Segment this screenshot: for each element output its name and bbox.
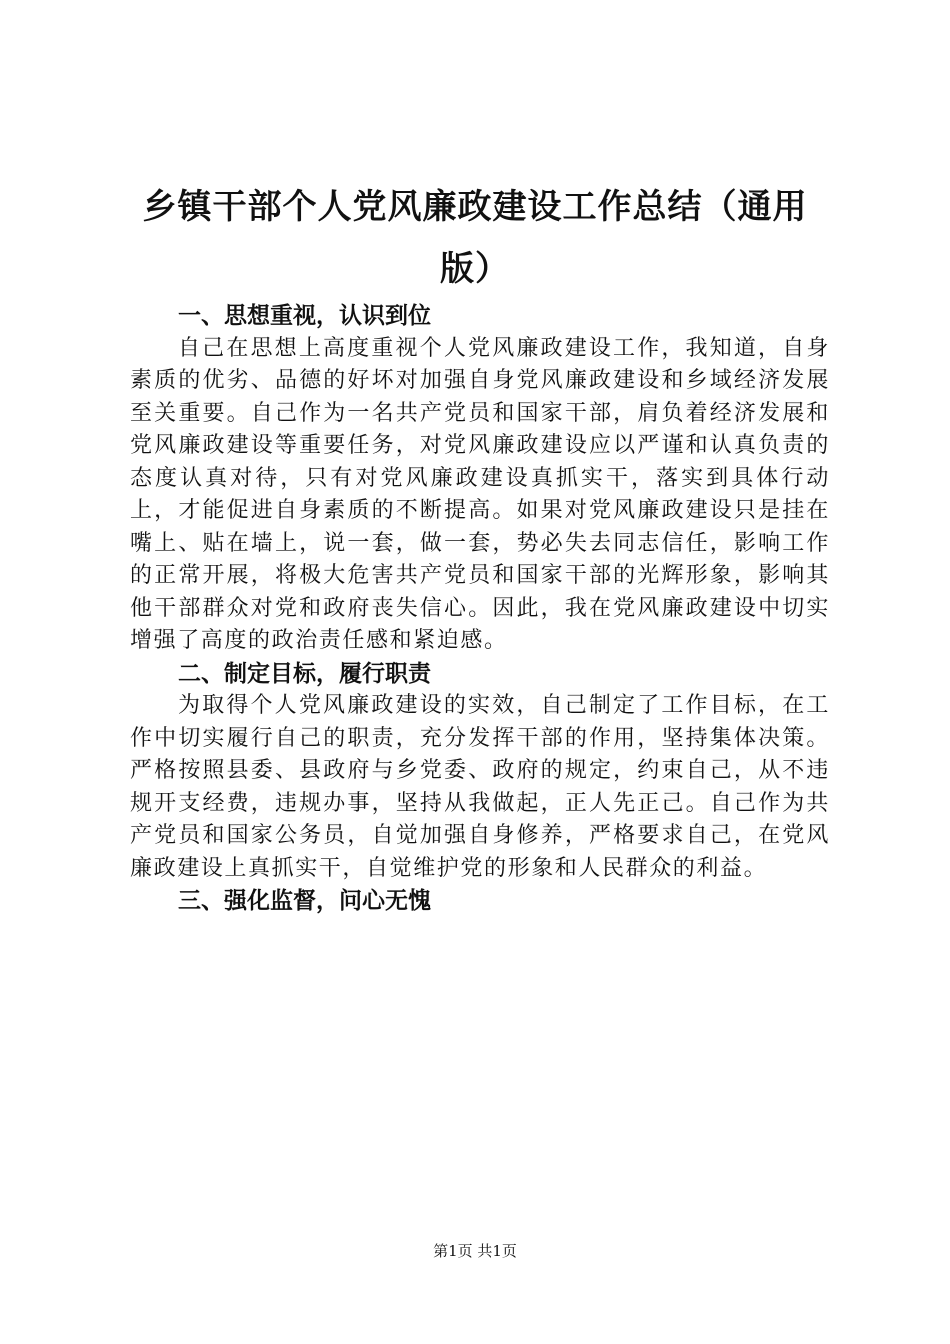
section-paragraph-1: 自己在思想上高度重视个人党风廉政建设工作，我知道，自身素质的优劣、品德的好坏对加强自身党风廉政建设和乡域经济发展至关重要。自己作为一名共产党员和国家干部，肩负着经济发展和党风廉政建设等重要任务，对党风廉政建设应以严谨和认真负责的态度认真对待，只有对党风廉政建设真抓实干，落实到具体行动上，才能促进自身素质的不断提高。如果对党风廉政建设只是挂在嘴上、贴在墙上，说一套，做一套，势必失去同志信任，影响工作的正常开展，将极大危害共产党员和国家干部的光辉形象，影响其他干部群众对党和政府丧失信心。因此，我在党风廉政建设中切实增强了高度的政治责任感和紧迫感。 <box>130 335 830 653</box>
section-heading-3: 三、强化监督，问心无愧 <box>178 888 431 914</box>
document-body <box>130 300 830 918</box>
section-heading-1: 一、思想重视，认识到位 <box>178 303 431 329</box>
section-heading-2: 二、制定目标，履行职责 <box>178 660 431 687</box>
document-title: 乡镇干部个人党风廉政建设工作总结（通用版） <box>142 187 808 289</box>
section-paragraph-2: 为取得个人党风廉政建设的实效，自己制定了工作目标，在工作中切实履行自己的职责，充分发挥干部的作用，坚持集体决策。严格按照县委、县政府与乡党委、政府的规定，约束自己，从不违规开支经费，违规办事，坚持从我做起，正人先正己。自己作为共产党员和国家公务员，自觉加强自身修养，严格要求自己，在党风廉政建设上真抓实干，自觉维护党的形象和人民群众的利益。 <box>130 693 830 881</box>
page-footer: 第1页 共1页 <box>433 1242 517 1260</box>
